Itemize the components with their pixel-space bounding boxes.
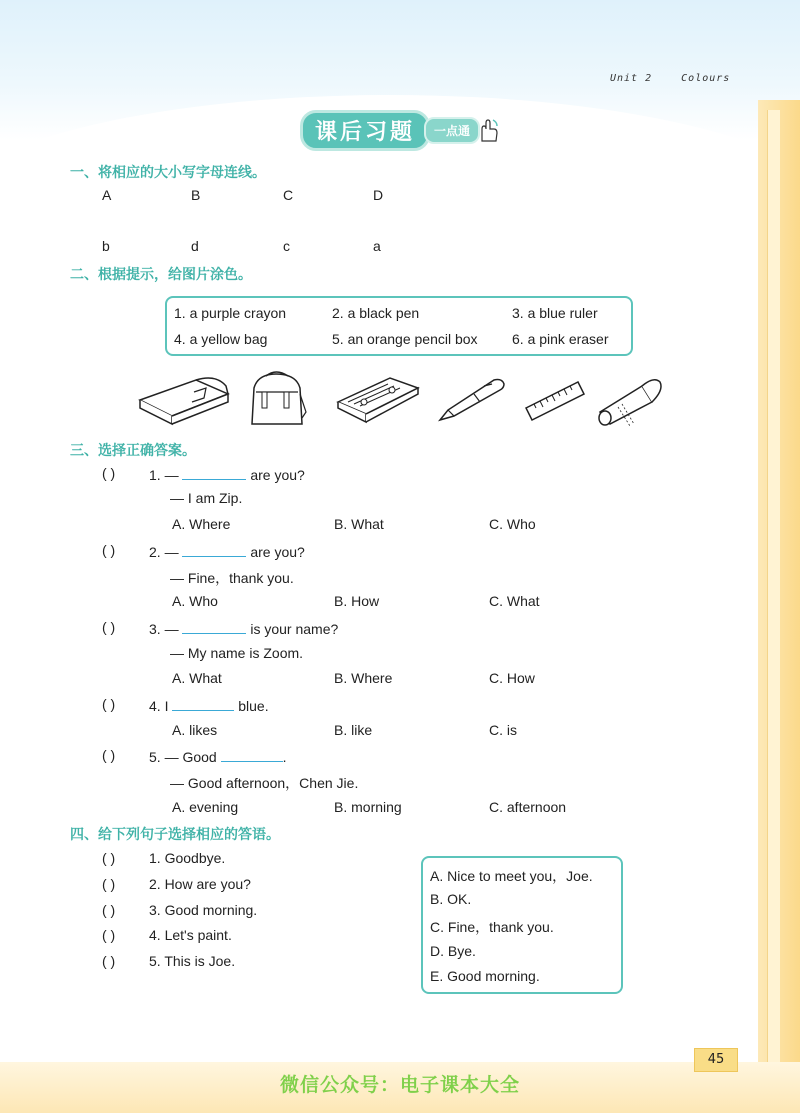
match-sentence: 1. Goodbye. (149, 850, 226, 866)
answer-blank[interactable] (221, 747, 283, 762)
question-prefix: — (164, 621, 179, 637)
choice-option[interactable]: B. What (334, 516, 384, 532)
question-prefix: — Good (164, 749, 217, 765)
choice-option[interactable]: B. like (334, 722, 373, 738)
question-prefix: — (164, 544, 179, 560)
hint-item: 2. a black pen (332, 305, 420, 321)
question-number: 4. (149, 698, 161, 714)
choice-option[interactable]: C. afternoon (489, 799, 567, 815)
answer-parens[interactable]: ( ) (102, 747, 116, 763)
answer-parens[interactable]: ( ) (102, 542, 116, 558)
question-suffix: blue. (238, 698, 269, 714)
question-number: 5. (149, 749, 161, 765)
choice-option[interactable]: A. evening (172, 799, 239, 815)
answer-blank[interactable] (182, 465, 246, 480)
pencil-box-icon[interactable] (334, 372, 420, 424)
answer-blank[interactable] (172, 696, 234, 711)
question-line (149, 465, 305, 483)
choice-option[interactable]: A. Where (172, 516, 231, 532)
choice-option[interactable]: A. Who (172, 593, 218, 609)
banner-title: 课后习题 (300, 110, 430, 151)
crayon-icon[interactable] (594, 372, 666, 426)
question-suffix: are you? (250, 467, 305, 483)
pointing-hand-icon (474, 117, 500, 143)
match-sentence: 2. How are you? (149, 876, 251, 892)
question-line (149, 696, 269, 714)
hint-item: 1. a purple crayon (174, 305, 287, 321)
upper-letter[interactable]: C (283, 187, 294, 203)
lesson-banner (300, 114, 500, 146)
upper-letter[interactable]: D (373, 187, 384, 203)
question-number: 2. (149, 544, 161, 560)
banner-subtitle: 一点通 (424, 117, 480, 144)
upper-letter[interactable]: A (102, 187, 112, 203)
question-reply: — I am Zip. (170, 490, 243, 506)
choice-option[interactable]: B. Where (334, 670, 393, 686)
answer-parens[interactable]: ( ) (102, 696, 116, 712)
answer-parens[interactable]: ( ) (102, 465, 116, 481)
lower-letter[interactable]: c (283, 238, 290, 254)
answer-option: B. OK. (430, 891, 472, 907)
lower-letter[interactable]: d (191, 238, 199, 254)
choice-option[interactable]: B. How (334, 593, 380, 609)
hint-item: 5. an orange pencil box (332, 331, 478, 347)
upper-letter[interactable]: B (191, 187, 201, 203)
match-sentence: 4. Let's paint. (149, 927, 232, 943)
choice-option[interactable]: C. How (489, 670, 535, 686)
match-sentence: 5. This is Joe. (149, 953, 236, 969)
question-number: 3. (149, 621, 161, 637)
choice-option[interactable]: A. likes (172, 722, 218, 738)
hint-item: 4. a yellow bag (174, 331, 268, 347)
choice-option[interactable]: B. morning (334, 799, 402, 815)
footer-watermark: 微信公众号：电子课本大全 (279, 1074, 520, 1096)
choice-option[interactable]: C. Who (489, 516, 536, 532)
section4-title: 四、给下列句子选择相应的答语。 (70, 827, 280, 843)
choice-option[interactable]: C. is (489, 722, 517, 738)
lower-letter[interactable]: b (102, 238, 110, 254)
section2-title: 二、根据提示，给图片涂色。 (70, 267, 252, 283)
answer-parens[interactable]: ( ) (102, 927, 116, 943)
question-line (149, 747, 287, 765)
answer-option: C. Fine，thank you. (430, 919, 554, 935)
answer-parens[interactable]: ( ) (102, 619, 116, 635)
question-line (149, 619, 338, 637)
question-suffix: . (282, 749, 287, 765)
section3-title: 三、选择正确答案。 (70, 443, 196, 459)
page-edge-inner (767, 110, 780, 1113)
unit-label: Unit 2 (610, 73, 653, 84)
answer-blank[interactable] (182, 619, 246, 634)
answer-parens[interactable]: ( ) (102, 850, 116, 866)
choice-option[interactable]: A. What (172, 670, 222, 686)
answer-blank[interactable] (182, 542, 246, 557)
question-prefix: — (164, 467, 179, 483)
choice-option[interactable]: C. What (489, 593, 540, 609)
question-line (149, 542, 305, 560)
answer-parens[interactable]: ( ) (102, 876, 116, 892)
answer-option: E. Good morning. (430, 968, 540, 984)
answer-parens[interactable]: ( ) (102, 902, 116, 918)
match-sentence: 3. Good morning. (149, 902, 258, 918)
question-prefix: I (164, 698, 169, 714)
question-number: 1. (149, 467, 161, 483)
question-reply: — Good afternoon，Chen Jie. (170, 775, 359, 791)
ruler-icon[interactable] (522, 378, 586, 424)
running-header (610, 73, 752, 84)
question-suffix: is your name? (250, 621, 339, 637)
hint-item: 3. a blue ruler (512, 305, 598, 321)
question-reply: — Fine，thank you. (170, 570, 294, 586)
answer-parens[interactable]: ( ) (102, 953, 116, 969)
eraser-icon[interactable] (136, 372, 232, 428)
hint-item: 6. a pink eraser (512, 331, 609, 347)
page-number: 45 (694, 1048, 738, 1072)
answer-option: A. Nice to meet you，Joe. (430, 868, 593, 884)
section1-title: 一、将相应的大小写字母连线。 (70, 165, 266, 181)
pen-icon[interactable] (434, 376, 510, 424)
bag-icon[interactable] (244, 368, 310, 430)
topic-label: Colours (681, 73, 731, 84)
answer-option: D. Bye. (430, 943, 476, 959)
question-reply: — My name is Zoom. (170, 645, 304, 661)
lower-letter[interactable]: a (373, 238, 381, 254)
question-suffix: are you? (250, 544, 305, 560)
